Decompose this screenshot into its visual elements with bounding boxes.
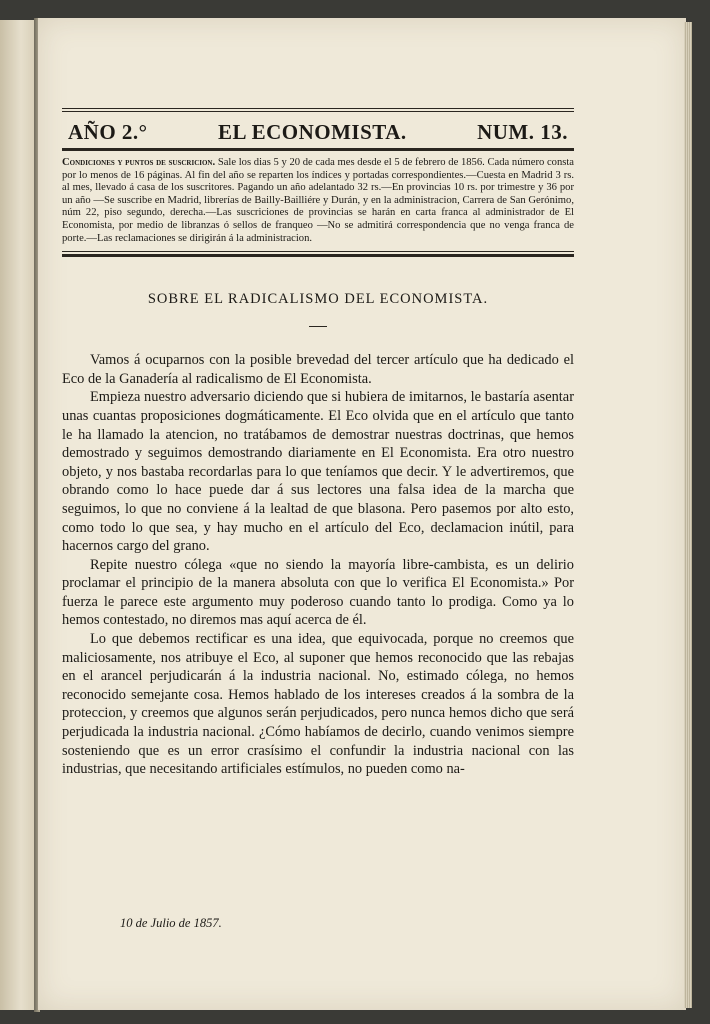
paragraph-2: Empieza nuestro adversario diciendo que si hubiera de imitarnos, le bastaría asentar unas cuantas proposiciones dogmáticamente. El Eco olvida que en el artículo que tanto le ha llamado la atencion, no tratábamos de demostrar nuestras doctrinas, que hemos demostrado y seguimos demostrando diariamente en El Economista. Era otro nuestro objeto, y nos bastaba recordarlas para lo que teníamos que decir. Y le advertiremos, que obrando como lo hace puede dar á sus lectores una falsa idea de la marcha que seguimos, lo que no conviene á la lealtad de que blasona. Pero pasemos por alto esto, como todo lo que sea, y hay mucho en el artículo del Eco, declamacion inútil, para hacernos cargo del grano. xyxy=(62,389,574,555)
masthead-title: EL ECONOMISTA. xyxy=(218,120,407,144)
conditions-text: Sale los dias 5 y 20 de cada mes desde el 5 de febrero de 1856. Cada número consta por lo menos de 16 páginas. Al fin del año se reparten los índices y portadas correspondientes.—Cuesta en Madrid 3 rs. al mes, llevado á casa de los suscritores. Pagando un año adelantado 32 rs.—En provincias 10 rs. por trimestre y 36 por un año —Se suscribe en Madrid, librerías de Bailly-Bailliére y Durán, y en la administracion, Carrera de San Gerónimo, núm 22, piso segundo, derecha.—Las suscriciones de provincias se harán en carta franca al administrador de El Economista, por medio de libranzas ó sellos de franqueo —No se admitirá correspondencia que no venga franca de porte.—Las reclamaciones se dirigirán á la administracion. xyxy=(62,157,575,244)
conditions-heading: Condiciones y puntos de suscricion. xyxy=(62,157,216,168)
page-content xyxy=(62,108,574,779)
article-body xyxy=(62,351,574,779)
top-rule xyxy=(62,108,574,112)
masthead-number: NUM. 13. xyxy=(477,120,568,144)
subscription-conditions xyxy=(62,157,574,245)
paragraph-3: Repite nuestro cólega «que no siendo la mayoría libre-cambista, es un delirio proclamar el principio de la manera absoluta con que lo verifica El Economista.» Por fuerza le parece este argumento muy poderoso cuando tanto lo prodiga. Como ya lo hemos contestado, no diremos mas aquí acerca de él. xyxy=(62,556,574,629)
article-title: SOBRE EL RADICALISMO DEL ECONOMISTA. xyxy=(147,291,489,308)
paragraph-1: Vamos á ocuparnos con la posible brevedad del tercer artículo que ha dedicado el Eco de la Ganadería al radicalismo de El Economista. xyxy=(62,352,574,387)
page-stack-edge xyxy=(684,22,692,1008)
paragraph-4: Lo que debemos rectificar es una idea, que equivocada, porque no creemos que maliciosamente, nos atribuye el Eco, al suponer que hemos reconocido que las rebajas en el arancel perjudicarán á la industria nacional. No, estimado cólega, no hemos reconocido semejante cosa. Hemos hablado de los intereses creados á la sombra de la proteccion, y creemos que algunos serán perjudicados, pero nunca hemos dicho que será perjudicada la industria nacional. ¿Cómo habíamos de decirlo, cuando venimos siempre sosteniendo que es un error crasísimo el confundir la industria nacional con las industrias, que necesitando artificiales estímulos, no pueden como na- xyxy=(62,631,574,778)
conditions-rule-top xyxy=(62,251,574,252)
masthead xyxy=(62,120,574,144)
left-page-edge xyxy=(0,20,36,1010)
conditions-rule-bottom xyxy=(62,254,574,257)
issue-date: 10 de Julio de 1857. xyxy=(120,916,222,930)
title-divider xyxy=(309,326,327,327)
masthead-year: AÑO 2.° xyxy=(68,120,148,144)
masthead-rule xyxy=(62,148,574,151)
